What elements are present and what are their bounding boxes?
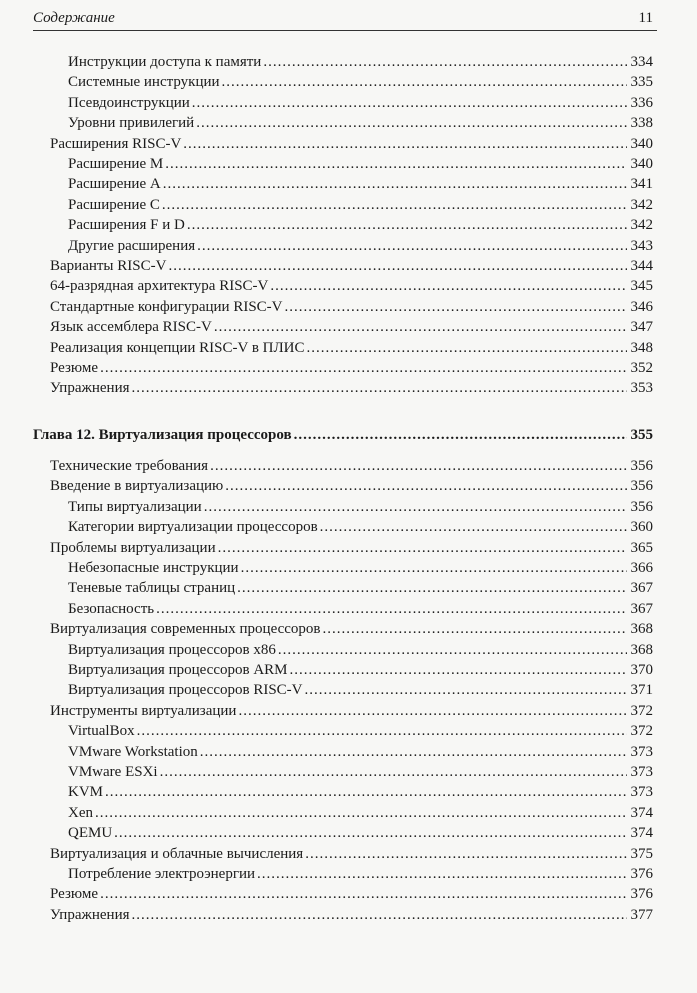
- dot-leader: [238, 701, 627, 721]
- toc-entry[interactable]: [50, 456, 653, 476]
- toc-entry[interactable]: [68, 803, 653, 823]
- toc-entry-page: 374: [630, 825, 653, 842]
- toc-entry[interactable]: [68, 113, 653, 133]
- dot-leader: [114, 823, 627, 843]
- toc-entry-title: Псевдоинструкции: [68, 94, 190, 111]
- toc-entry-title: Инструменты виртуализации: [50, 702, 237, 719]
- toc-entry-page: 353: [630, 380, 653, 397]
- dot-leader: [294, 425, 627, 445]
- running-head-title: Содержание: [33, 10, 115, 26]
- toc-entry-page: 346: [630, 298, 653, 315]
- toc-entry[interactable]: [50, 297, 653, 317]
- toc-entry-page: 343: [630, 237, 653, 254]
- dot-leader: [197, 236, 627, 256]
- toc-entry-page: 340: [630, 156, 653, 172]
- dot-leader: [305, 844, 627, 864]
- dot-leader: [168, 256, 627, 276]
- toc-entry-page: 338: [630, 115, 653, 132]
- toc-entry[interactable]: [50, 256, 653, 276]
- toc-entry-title: Расширения RISC-V: [50, 135, 182, 152]
- toc-entry[interactable]: [68, 52, 653, 72]
- dot-leader: [132, 378, 628, 398]
- toc-entry-title: Xen: [68, 804, 93, 821]
- toc-entry-title: Категории виртуализации процессоров: [68, 519, 318, 536]
- toc-entry[interactable]: [68, 660, 653, 680]
- toc-entry-title: Другие расширения: [68, 237, 196, 254]
- toc-entry-title: Расширение A: [68, 176, 161, 193]
- toc-entry-title: Системные инструкции: [68, 74, 220, 91]
- dot-leader: [278, 640, 627, 660]
- dot-leader: [285, 297, 627, 317]
- toc-entry[interactable]: [68, 599, 653, 619]
- toc-entry-title: Варианты RISC-V: [50, 258, 167, 274]
- toc-entry[interactable]: [68, 236, 653, 256]
- toc-entry[interactable]: [68, 195, 653, 215]
- toc-entry-title: QEMU: [68, 825, 113, 842]
- toc-entry-title: Уровни привилегий: [68, 115, 195, 132]
- dot-leader: [214, 317, 627, 337]
- toc-entry[interactable]: [50, 476, 653, 496]
- dot-leader: [187, 215, 627, 235]
- toc-entry-title: Резюме: [50, 886, 99, 903]
- toc-entry-page: 373: [630, 764, 653, 780]
- dot-leader: [270, 276, 627, 296]
- dot-leader: [163, 174, 627, 194]
- toc-entry-page: 375: [630, 845, 653, 862]
- toc-entry[interactable]: [68, 174, 653, 194]
- toc-entry[interactable]: [50, 338, 653, 358]
- toc-entry-title: Типы виртуализации: [68, 498, 202, 515]
- toc-entry[interactable]: [50, 276, 653, 296]
- toc-entry-title: 64-разрядная архитектура RISC-V: [50, 278, 269, 295]
- toc-entry-page: 366: [630, 560, 653, 576]
- dot-leader: [132, 905, 628, 925]
- toc-entry-title: Безопасность: [68, 600, 155, 617]
- toc-entry-title: Расширение C: [68, 196, 160, 213]
- toc-entry-page: 334: [630, 54, 653, 70]
- dot-leader: [263, 52, 627, 72]
- toc-entry-page: 355: [630, 427, 653, 443]
- toc-entry-page: 370: [630, 662, 653, 678]
- dot-leader: [100, 884, 627, 904]
- page-number: 11: [638, 10, 653, 26]
- toc-entry-page: 342: [630, 217, 653, 234]
- toc-entry[interactable]: [50, 538, 653, 558]
- dot-leader: [290, 660, 628, 680]
- toc-entry-page: 377: [630, 906, 653, 923]
- toc-entry[interactable]: [68, 215, 653, 235]
- toc-entry-page: 374: [630, 804, 653, 821]
- toc-entry[interactable]: [68, 72, 653, 92]
- dot-leader: [200, 742, 627, 762]
- toc-entry-title: Потребление электроэнергии: [68, 866, 256, 882]
- toc-entry-title: Виртуализация процессоров ARM: [68, 662, 288, 678]
- toc-entry-page: 345: [630, 278, 653, 295]
- toc-entry-title: Упражнения: [50, 380, 130, 397]
- toc-entry[interactable]: [50, 844, 653, 864]
- toc-entry-page: 368: [630, 621, 653, 638]
- toc-entry-page: 347: [630, 319, 653, 336]
- dot-leader: [192, 93, 627, 113]
- toc-entry-page: 371: [630, 682, 653, 699]
- toc-entry-page: 348: [630, 339, 653, 356]
- toc-entry-page: 356: [630, 458, 653, 474]
- toc-entry-title: Язык ассемблера RISC-V: [50, 319, 212, 336]
- toc-entry[interactable]: [68, 154, 653, 174]
- toc-entry-title: Виртуализация процессоров RISC-V: [68, 682, 303, 699]
- toc-entry-title: Расширение M: [68, 156, 164, 172]
- toc-entry-page: 373: [630, 743, 653, 760]
- toc-entry-page: 372: [630, 723, 653, 740]
- dot-leader: [162, 195, 627, 215]
- toc-entry-title: KVM: [68, 784, 104, 801]
- toc-entry-page: 335: [630, 74, 653, 91]
- page-header: [33, 8, 657, 31]
- dot-leader: [305, 680, 628, 700]
- toc-entry-page: 356: [630, 498, 653, 515]
- dot-leader: [165, 154, 627, 174]
- toc-entry-title: Расширения F и D: [68, 217, 185, 234]
- toc-entry-title: Инструкции доступа к памяти: [68, 54, 262, 70]
- toc-entry-title: Упражнения: [50, 906, 130, 923]
- dot-leader: [137, 721, 627, 741]
- toc-entry-page: 376: [630, 886, 653, 903]
- toc-entry[interactable]: [50, 884, 653, 904]
- toc-entry-page: 352: [630, 360, 653, 376]
- dot-leader: [225, 476, 627, 496]
- toc-entry-title: Виртуализация современных процессоров: [50, 621, 321, 638]
- toc-entry[interactable]: [50, 134, 653, 154]
- toc-entry-title: VMware ESXi: [68, 764, 158, 780]
- dot-leader: [196, 113, 627, 133]
- toc-entry[interactable]: [68, 517, 653, 537]
- toc-entry-page: 365: [630, 539, 653, 556]
- toc-entry-page: 376: [630, 866, 653, 882]
- toc-entry[interactable]: [68, 823, 653, 843]
- toc-entry[interactable]: [68, 680, 653, 700]
- dot-leader: [241, 558, 627, 578]
- toc-entry-title: VMware Workstation: [68, 743, 198, 760]
- dot-leader: [257, 864, 627, 884]
- toc-entry[interactable]: [68, 558, 653, 578]
- toc-entry[interactable]: [50, 905, 653, 925]
- dot-leader: [307, 338, 627, 358]
- toc-entry[interactable]: [50, 701, 653, 721]
- dot-leader: [222, 72, 627, 92]
- toc-entry-title: Технические требования: [50, 458, 209, 474]
- dot-leader: [105, 782, 627, 802]
- toc-entry-page: 340: [630, 135, 653, 152]
- toc-entry[interactable]: [68, 782, 653, 802]
- toc-entry-title: Теневые таблицы страниц: [68, 580, 236, 597]
- dot-leader: [237, 578, 627, 598]
- dot-leader: [218, 538, 627, 558]
- chapter-entry[interactable]: [33, 425, 653, 445]
- toc-entry[interactable]: [50, 378, 653, 398]
- toc-entry-title: Виртуализация процессоров x86: [68, 641, 276, 658]
- toc-entry-title: Стандартные конфигурации RISC-V: [50, 298, 283, 315]
- dot-leader: [320, 517, 627, 537]
- toc-entry-title: Введение в виртуализацию: [50, 478, 224, 495]
- toc-entry[interactable]: [68, 721, 653, 741]
- toc-entry-page: 342: [630, 196, 653, 213]
- toc-entry-title: Резюме: [50, 360, 99, 376]
- toc-entry[interactable]: [50, 619, 653, 639]
- dot-leader: [183, 134, 627, 154]
- toc-entry-page: 373: [630, 784, 653, 801]
- toc-entry-title: Проблемы виртуализации: [50, 539, 216, 556]
- dot-leader: [160, 762, 627, 782]
- toc-entry[interactable]: [68, 742, 653, 762]
- dot-leader: [100, 358, 627, 378]
- toc-entry[interactable]: [68, 640, 653, 660]
- toc-entry-title: VirtualBox: [68, 723, 135, 740]
- toc-entry-title: Виртуализация и облачные вычисления: [50, 845, 304, 862]
- toc-entry-page: 360: [630, 519, 653, 536]
- dot-leader: [95, 803, 627, 823]
- toc-entry-title: Небезопасные инструкции: [68, 560, 239, 576]
- toc-entry-title: Глава 12. Виртуализация процессоров: [33, 427, 292, 443]
- dot-leader: [204, 497, 627, 517]
- toc-entry-page: 336: [630, 94, 653, 111]
- toc-entry[interactable]: [68, 762, 653, 782]
- toc-entry-page: 367: [630, 600, 653, 617]
- toc-entry[interactable]: [50, 317, 653, 337]
- toc-entry-title: Реализация концепции RISC-V в ПЛИС: [50, 339, 305, 356]
- dot-leader: [323, 619, 628, 639]
- toc-entry-page: 344: [630, 258, 653, 274]
- toc-entry[interactable]: [68, 864, 653, 884]
- toc-entry[interactable]: [68, 578, 653, 598]
- toc-entry[interactable]: [50, 358, 653, 378]
- toc-entry-page: 367: [630, 580, 653, 597]
- toc-entry[interactable]: [68, 497, 653, 517]
- toc-entry-page: 372: [630, 702, 653, 719]
- dot-leader: [210, 456, 627, 476]
- toc-entry-page: 368: [630, 641, 653, 658]
- toc-entry-page: 341: [630, 176, 653, 193]
- dot-leader: [156, 599, 627, 619]
- toc-entry[interactable]: [68, 93, 653, 113]
- toc-entry-page: 356: [630, 478, 653, 495]
